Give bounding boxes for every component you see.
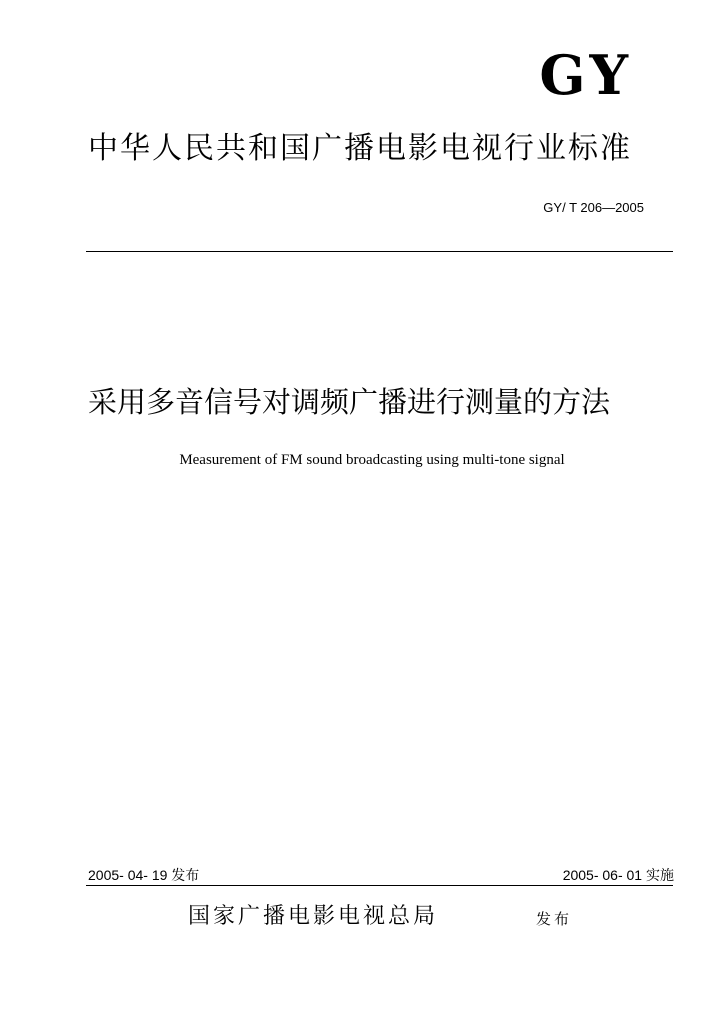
standard-logo: GY — [539, 43, 632, 107]
issue-date: 2005- 04- 19 发布 — [88, 867, 200, 883]
issuing-authority: 国家广播电影电视总局 — [188, 904, 439, 929]
standard-category: 中华人民共和国广播电影电视行业标准 — [88, 131, 632, 166]
issuing-action: 发布 — [536, 910, 573, 928]
bottom-divider — [86, 885, 673, 886]
top-divider — [86, 251, 673, 252]
standard-code: GY/ T 206—2005 — [543, 200, 644, 215]
implementation-date: 2005- 06- 01 实施 — [562, 867, 674, 883]
document-title-zh: 采用多音信号对调频广播进行测量的方法 — [88, 385, 611, 419]
document-title-en: Measurement of FM sound broadcasting using multi-tone signal — [179, 452, 565, 468]
